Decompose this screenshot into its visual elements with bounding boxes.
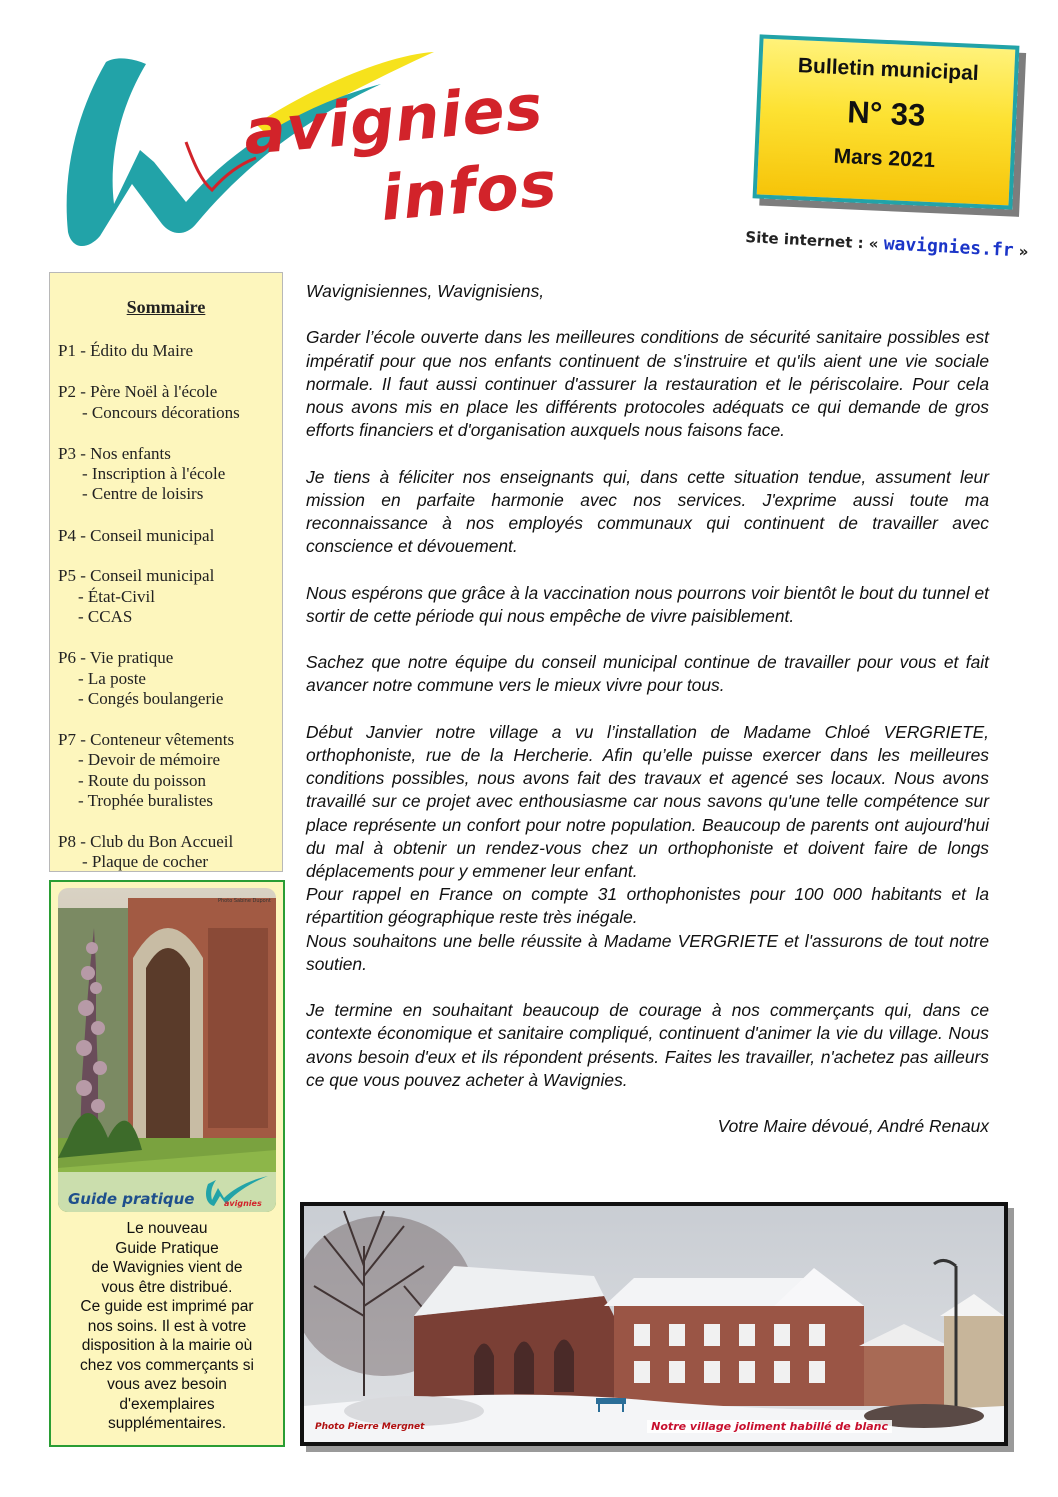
edito-paragraph: Début Janvier notre village a vu l’installation de Madame Chloé VERGRIETE, orthophoniste, rue de la Hercherie. Afin qu’elle puisse exercer dans les meilleures conditions possibles, nous avons fait des travaux et agencé ses locaux. Nous avons travaillé sur ce projet avec enthousiasme car nous savons qu'une telle compétence sur place représente un confort pour notre population. Beaucoup de parents ont aujourd'hui du mal à obtenir un rendez-vous chez un orthophoniste et doivent faire de longs déplacements pour y emmener leur enfant.: [306, 721, 989, 881]
sommaire-item: P2 - Père Noël à l'école: [58, 382, 218, 401]
website-link[interactable]: wavignies.fr: [883, 233, 1015, 262]
sommaire-subitem: - Centre de loisirs: [82, 484, 204, 503]
sommaire-subitem: - Devoir de mémoire: [78, 750, 221, 769]
edito-paragraph: Nous espérons que grâce à la vaccination nous pourrons voir bientôt le bout du tunnel et sortir de cette période qui nous empêche de vivre paisiblement.: [306, 582, 989, 626]
guide-text-line: disposition à la mairie où: [81, 1337, 253, 1354]
sommaire-subitem: - Concours décorations: [82, 403, 240, 422]
edito-paragraph: Nous souhaitons une belle réussite à Madame VERGRIETE et l'assurons de tout notre soutien.: [306, 930, 989, 974]
village-snow-photo: [300, 1202, 1008, 1446]
guide-text-line: de Wavignies vient de: [91, 1259, 243, 1276]
guide-description: [51, 1219, 283, 1434]
sommaire-item: P4 - Conseil municipal: [58, 526, 215, 545]
wavignies-infos-logo: [36, 24, 636, 256]
guide-cover-title: Guide pratique: [68, 1190, 195, 1208]
sommaire-item: P3 - Nos enfants: [58, 444, 171, 463]
guide-cover-brand: avignies: [224, 1199, 262, 1208]
sommaire-title: Sommaire: [126, 297, 206, 317]
sommaire-subitem: - Plaque de cocher: [82, 852, 209, 871]
sommaire-subitem: - État-Civil: [78, 587, 155, 606]
sommaire-subitem: - Route du poisson: [78, 771, 206, 790]
guide-pratique-box: [49, 880, 285, 1447]
logo-word-infos: infos: [377, 146, 561, 235]
edito-paragraph: Garder l’école ouverte dans les meilleures conditions de sécurité sanitaire possibles est impératif pour que nos enfants continuent de s'instruire et qu'ils aient une vie sociale normale. Il faut aussi continuer d'assurer la restauration et le périscolaire. Pour cela nous avons mis en place les différents protocoles adéquats ce qui demande de gros efforts financiers et d'organisation auxquels nous faisons face.: [306, 327, 989, 441]
edito-paragraph: Je termine en souhaitant beaucoup de courage à nos commerçants qui, dans ce contexte économique et sanitaire compliqué, continuent d'animer la vie du village. Nous avons besoin d'eux et ils répondent présents. Faites les travailler, n'achetez pas ailleurs ce que vous pouvez acheter à Wavignies.: [306, 1000, 989, 1090]
sommaire-item: P8 - Club du Bon Accueil: [58, 832, 234, 851]
sommaire-item: P6 - Vie pratique: [58, 648, 174, 667]
sommaire-item: P7 - Conteneur vêtements: [58, 730, 235, 749]
edito-paragraph: Je tiens à féliciter nos enseignants qui, dans cette situation tendue, assument leur mission en parfaite harmonie avec nos services. J'exprime aussi toute ma reconnaissance à nos employés communaux qui continuent de travailler avec conscience et dévouement.: [306, 466, 989, 557]
photo-caption: Notre village joliment habillé de blanc: [647, 1420, 892, 1433]
sommaire-subitem: - Inscription à l'école: [82, 464, 226, 483]
website-line: [745, 226, 1029, 262]
sommaire-subitem: - La poste: [78, 669, 146, 688]
edito-greeting: Wavignisiennes, Wavignisiens,: [306, 281, 545, 301]
issue-date: Mars 2021: [833, 144, 936, 173]
sommaire-subitem: - CCAS: [78, 607, 133, 626]
guide-text-line: Guide Pratique: [115, 1239, 219, 1257]
edito-paragraph: Pour rappel en France on compte 31 orthophonistes pour 100 000 habitants et la répartition géographique reste très inégale.: [306, 884, 989, 928]
guide-text-line: vous être distribué.: [101, 1278, 233, 1296]
guide-text-line: chez vos commerçants si: [80, 1356, 254, 1374]
photo-credit: Photo Pierre Mergnet: [315, 1422, 425, 1432]
sommaire-item: P1 - Édito du Maire: [58, 341, 194, 360]
guide-text-line: Le nouveau: [126, 1220, 208, 1237]
guide-photo-credit: Photo Sabine Dupont: [218, 898, 271, 904]
bulletin-label: Bulletin municipal: [797, 54, 980, 85]
edito-signature: Votre Maire dévoué, André Renaux: [717, 1116, 989, 1137]
edito-du-maire: [306, 280, 989, 1138]
guide-text-line: vous avez besoin: [107, 1376, 227, 1393]
guide-cover-image: [58, 888, 276, 1212]
sommaire-box: [49, 272, 283, 872]
sommaire-item: P5 - Conseil municipal: [58, 566, 215, 585]
bulletin-box: [753, 34, 1020, 209]
logo-word-avignies: avignies: [240, 70, 547, 169]
site-prefix: Site internet : «: [744, 227, 879, 253]
sommaire-subitem: - Trophée buralistes: [78, 791, 214, 810]
edito-paragraph: Sachez que notre équipe du conseil municipal continue de travailler pour vous et fait avancer notre commune vers le mieux vivre pour tous.: [306, 652, 989, 696]
guide-text-line: supplémentaires.: [107, 1415, 227, 1432]
guide-text-line: Ce guide est imprimé par: [80, 1298, 254, 1315]
guide-text-line: d'exemplaires: [119, 1395, 215, 1413]
guide-text-line: nos soins. Il est à votre: [87, 1317, 247, 1335]
issue-number: N° 33: [846, 94, 927, 133]
site-suffix: »: [1018, 242, 1029, 261]
sommaire-subitem: - Congés boulangerie: [78, 689, 224, 708]
